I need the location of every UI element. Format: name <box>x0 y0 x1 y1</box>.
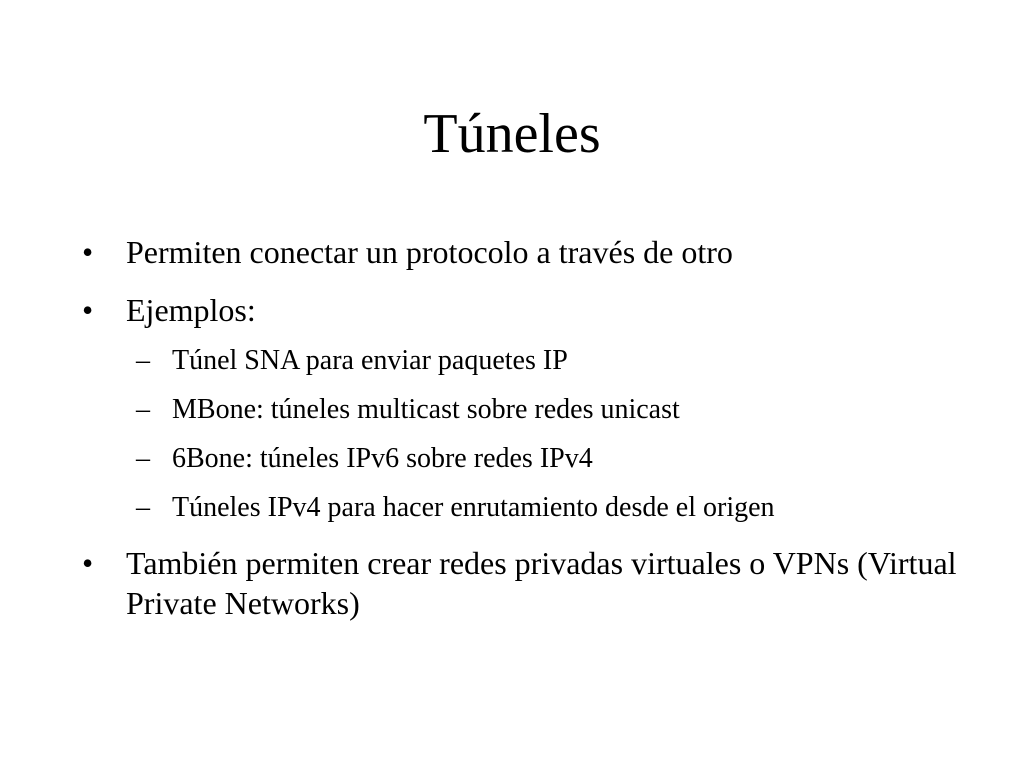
dash-marker: – <box>136 394 150 425</box>
bullet-marker: • <box>82 292 94 328</box>
sub-bullet-text: 6Bone: túneles IPv6 sobre redes IPv4 <box>172 443 593 474</box>
sub-bullet-item <box>80 491 960 525</box>
bullet-marker: • <box>82 545 94 581</box>
sub-bullet-text: Túnel SNA para enviar paquetes IP <box>172 345 568 376</box>
dash-marker: – <box>136 492 150 523</box>
bullet-item <box>80 232 960 272</box>
sub-bullet-text: MBone: túneles multicast sobre redes unicast <box>172 394 680 425</box>
dash-marker: – <box>136 345 150 376</box>
bullet-item <box>80 543 960 623</box>
sub-bullet-item <box>80 442 960 476</box>
slide-title: Túneles <box>423 103 601 165</box>
sub-bullet-list <box>80 344 960 525</box>
dash-marker: – <box>136 443 150 474</box>
bullet-list <box>80 232 960 641</box>
bullet-marker: • <box>82 234 94 270</box>
bullet-text: Permiten conectar un protocolo a través de otro <box>126 234 733 270</box>
sub-bullet-item <box>80 393 960 427</box>
sub-bullet-text: Túneles IPv4 para hacer enrutamiento desde el origen <box>172 492 775 523</box>
bullet-text: Ejemplos: <box>126 292 256 328</box>
bullet-item <box>80 290 960 525</box>
sub-bullet-item <box>80 344 960 378</box>
bullet-text: También permiten crear redes privadas virtuales o VPNs (Virtual Private Networks) <box>126 545 957 621</box>
